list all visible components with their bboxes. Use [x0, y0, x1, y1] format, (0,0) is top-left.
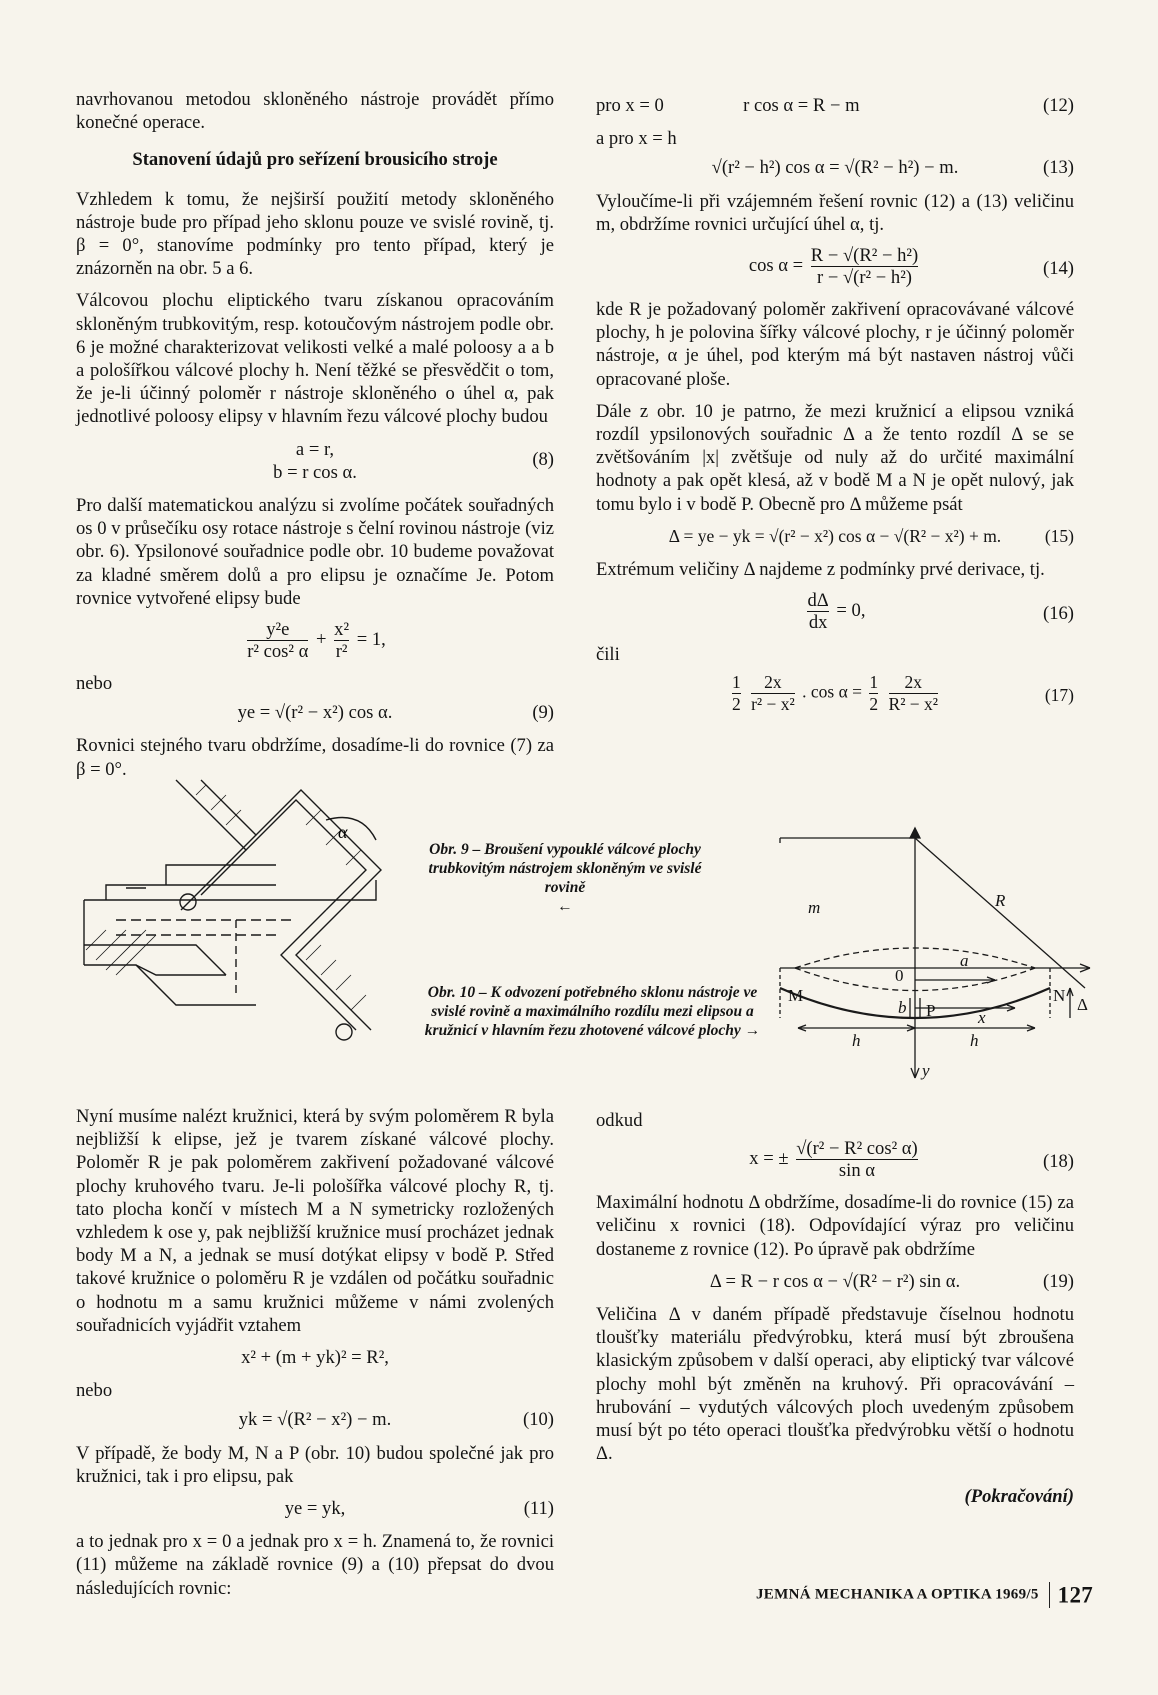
right-column	[596, 88, 1074, 725]
figure-9-angle-label: α	[338, 822, 348, 842]
equation-number: (14)	[1043, 258, 1074, 280]
journal-name: JEMNÁ MECHANIKA A OPTIKA 1969/5	[756, 1586, 1039, 1603]
equation-8	[76, 438, 554, 484]
ellipse-equation	[76, 619, 554, 662]
fig10-label-h-left: h	[852, 1031, 861, 1050]
figure-10-caption	[420, 983, 765, 1040]
fraction	[807, 590, 828, 633]
equation-middle: . cos α =	[802, 681, 863, 702]
denominator: 2	[731, 694, 741, 715]
continuation-note: (Pokračování)	[964, 1486, 1074, 1508]
equation-11	[76, 1497, 554, 1520]
equation-number: (11)	[523, 1498, 554, 1520]
equation-body: x² + (m + yk)² = R²,	[241, 1347, 389, 1369]
left-column-lower	[76, 1105, 554, 1609]
fig10-label-b: b	[898, 998, 907, 1017]
equation-17	[596, 672, 1074, 715]
fraction	[732, 672, 741, 715]
equation-rhs: = 0,	[836, 600, 866, 622]
numerator: 2x	[764, 672, 782, 693]
paragraph: Nyní musíme nalézt kružnici, která by svým poloměrem R byla nejbližší k elipse, jež je tvarem získané válcové plochy. Poloměr R je pak poloměrem zakřivení požadované válcové plochy kruhového tvaru. Je-li pološířka válcové plochy R, tj. tato plocha končí v místech M a N symetricky rozložených vzhledem k ose y, pak nejbližší kružnice musí procházet jednak body M a N, a jednak se musí dotýkat elipsy v bodě P. Střed takové kružnice o poloměru R je vzdálen od počátku souřadnic o hodnotu m a samu kružnici můžeme v námi zvolených souřadnicích vyjádřit vztahem	[76, 1106, 554, 1336]
equation-body: Δ = ye − yk = √(r² − x²) cos α − √(R² − x²) + m.	[668, 525, 1002, 546]
figure-10-svg	[770, 818, 1110, 1088]
paragraph: Extrémum veličiny Δ najdeme z podmínky prvé derivace, tj.	[596, 559, 1045, 581]
fraction	[751, 672, 795, 715]
figure-9-drawing	[76, 770, 426, 1060]
equation-12	[596, 94, 1074, 117]
equation-18	[596, 1138, 1074, 1181]
fig10-label-a: a	[960, 951, 969, 970]
fig10-label-R: R	[995, 891, 1006, 910]
fig10-label-origin: 0	[895, 966, 904, 985]
right-column-lower	[596, 1105, 1074, 1509]
equation-8-line-2: b = r cos α.	[273, 461, 357, 483]
denominator: r²	[335, 641, 348, 663]
numerator: x²	[334, 619, 350, 641]
equation-body: ye = √(r² − x²) cos α.	[237, 702, 393, 724]
denominator: r − √(r² − h²)	[811, 266, 918, 288]
fraction	[869, 672, 878, 715]
fig10-label-m: m	[808, 898, 821, 917]
page-number: 127	[1057, 1582, 1094, 1608]
figure-9-caption	[420, 840, 710, 916]
numerator: 1	[731, 672, 741, 693]
denominator: dx	[808, 612, 828, 634]
fig10-label-x: x	[978, 1008, 986, 1027]
odkud-label: odkud	[596, 1110, 643, 1131]
fig10-label-delta: Δ	[1077, 995, 1088, 1014]
equation-body: yk = √(R² − x²) − m.	[238, 1409, 392, 1431]
nebo-label: nebo	[76, 673, 113, 695]
equation-number: (9)	[532, 702, 554, 724]
equation-number: (19)	[1043, 1270, 1074, 1292]
section-heading: Stanovení údajů pro seřízení brousicího stroje	[132, 149, 498, 171]
equation-rhs: = 1,	[356, 628, 386, 650]
paragraph: Válcovou plochu eliptického tvaru získanou opracováním skloněným trubkovitým, resp. kotoučovým nástrojem podle obr. 6 je možné charakterizovat velikosti velké a malé poloosy a a b a pološířkou válcové plochy h. Není těžké se přesvědčit o tom, že je-li účinný poloměr r nástroje skloněného o úhel α, pak jednotlivé poloosy elipsy v hlavním řezu válcové plochy budou	[76, 290, 554, 428]
equation-body: √(r² − h²) cos α = √(R² − h²) − m.	[711, 157, 959, 179]
numerator: 2x	[904, 672, 923, 693]
equation-number: (10)	[523, 1409, 554, 1431]
right-arrow-icon: →	[744, 1022, 761, 1039]
equation-number: (15)	[1044, 525, 1074, 546]
fig10-label-y: y	[922, 1061, 930, 1080]
left-column	[76, 88, 554, 790]
page-footer	[756, 1582, 1093, 1608]
nebo-label: nebo	[76, 1380, 113, 1402]
denominator: sin α	[796, 1159, 918, 1181]
equation-10a	[76, 1346, 554, 1369]
numerator: √(r² − R² cos² α)	[796, 1138, 918, 1160]
fig10-label-M: M	[788, 986, 804, 1005]
denominator: R² − x²	[888, 694, 939, 715]
denominator: r² cos² α	[247, 641, 309, 663]
equation-lhs: cos α =	[748, 254, 804, 276]
figure-10-drawing	[770, 818, 1110, 1088]
paragraph: a to jednak pro x = 0 a jednak pro x = h. Znamená to, že rovnici (11) můžeme na základě rovnice (9) a (10) přepsat do dvou následujících rovnic:	[76, 1531, 554, 1599]
left-arrow-icon: ←	[557, 898, 573, 915]
equation-number: (18)	[1043, 1151, 1074, 1173]
equation-lhs: x = ±	[749, 1147, 789, 1169]
equation-body: ye = yk,	[284, 1498, 346, 1520]
footer-divider	[1049, 1582, 1050, 1608]
paragraph: Pro další matematickou analýzu si zvolíme počátek souřadných os 0 v průsečíku osy rotace nástroje s čelní rovinou nástroje (viz obr. 6). Ypsilonové souřadnice podle obr. 10 budeme považovat za kladné směrem dolů a pro elipsu je označíme Je. Potom rovnice vytvořené elipsy bude	[76, 495, 554, 609]
equation-number: (13)	[1043, 157, 1074, 179]
equation-condition: pro x = 0	[596, 95, 664, 116]
equation-body: r cos α = R − m	[743, 95, 860, 116]
equation-number: (12)	[1043, 95, 1074, 116]
caption-text: Obr. 10 – K odvození potřebného sklonu nástroje ve svislé rovině a maximálního rozdílu mezi elipsou a kružnicí v hlavním řezu zhotovené válcové plochy	[424, 984, 758, 1039]
fraction	[247, 619, 308, 662]
denominator: r² − x²	[751, 694, 795, 715]
figure-9-svg	[76, 770, 426, 1060]
equation-13	[596, 156, 1074, 179]
fig10-label-N: N	[1053, 986, 1066, 1005]
equation-8-line-1: a = r,	[295, 438, 335, 460]
equation-15	[596, 525, 1074, 548]
fraction	[796, 1138, 918, 1181]
fraction	[334, 619, 349, 662]
fig10-label-P: P	[926, 1001, 936, 1020]
condition-label: a pro x = h	[596, 128, 677, 150]
numerator: 1	[869, 672, 879, 693]
cili-label: čili	[596, 644, 620, 666]
numerator: y²e	[266, 619, 290, 641]
equation-19	[596, 1270, 1074, 1293]
paragraph: Veličina Δ v daném případě představuje číselnou hodnotu tloušťky materiálu předvýrobku, která musí být zbroušena klasickým způsobem v další operaci, aby eliptický tvar válcové plochy mohl být změněn na kruhový. Při opracovávání – hrubování – vydutých válcových ploch uvedeným způsobem musí být po této operaci tloušťka předvýrobku větší o hodnotu Δ.	[596, 1304, 1074, 1465]
equation-14	[596, 245, 1074, 288]
caption-text: Obr. 9 – Broušení vypouklé válcové plochy trubkovitým nástrojem skloněným ve svislé rovině	[428, 841, 702, 896]
numerator: dΔ	[807, 590, 829, 612]
denominator: 2	[869, 694, 879, 715]
equation-body: Δ = R − r cos α − √(R² − r²) sin α.	[709, 1270, 961, 1292]
equation-10	[76, 1408, 554, 1431]
paragraph: V případě, že body M, N a P (obr. 10) budou společné jak pro kružnici, tak i pro elipsu, pak	[76, 1442, 554, 1487]
paragraph: Vzhledem k tomu, že nejširší použití metody skloněného nástroje bude pro případ jeho sklonu pouze ve svislé rovině, tj. β = 0°, stanovíme podmínky pro tento případ, který je znázorněn na obr. 5 a 6.	[76, 188, 554, 280]
paragraph: Maximální hodnotu Δ obdržíme, dosadíme-li do rovnice (15) za veličinu x rovnici (18). Odpovídající výraz pro veličinu dostaneme z rovnice (12). Po úpravě pak obdržíme	[596, 1192, 1074, 1260]
paragraph: navrhovanou metodou skloněného nástroje provádět přímo konečné operace.	[76, 89, 554, 134]
equation-9	[76, 701, 554, 724]
operator: +	[316, 628, 327, 650]
fraction	[811, 245, 918, 288]
equation-number: (16)	[1043, 603, 1074, 625]
paragraph: Dále z obr. 10 je patrno, že mezi kružnicí a elipsou vzniká rozdíl ypsilonových souřadnic Δ a že tento rozdíl Δ se se zvětšováním |x| zvětšuje od nuly až do určité maximální hodnoty a pak opět klesá, až v bodě M a N je opět nulový, jak tomu bylo i v bodě P. Obecně pro Δ můžeme psát	[596, 400, 1074, 515]
numerator: R − √(R² − h²)	[810, 245, 919, 267]
paragraph: kde R je požadovaný poloměr zakřivení opracovávané válcové plochy, h je polovina šířky válcové plochy, r je účinný poloměr nástroje, α je úhel, pod kterým má být nastaven nástroj vůči opracované ploše.	[596, 299, 1074, 390]
equation-number: (17)	[1044, 685, 1074, 706]
paragraph: Vyloučíme-li při vzájemném řešení rovnic (12) a (13) veličinu m, obdržíme rovnici určující úhel α, tj.	[596, 190, 1074, 235]
fraction	[889, 672, 939, 715]
equation-number: (8)	[532, 448, 554, 470]
equation-16	[596, 590, 1074, 633]
paragraph: Rovnici stejného tvaru obdržíme, dosadíme-li do rovnice (7) za β = 0°.	[76, 735, 554, 780]
fig10-label-h-right: h	[970, 1031, 979, 1050]
